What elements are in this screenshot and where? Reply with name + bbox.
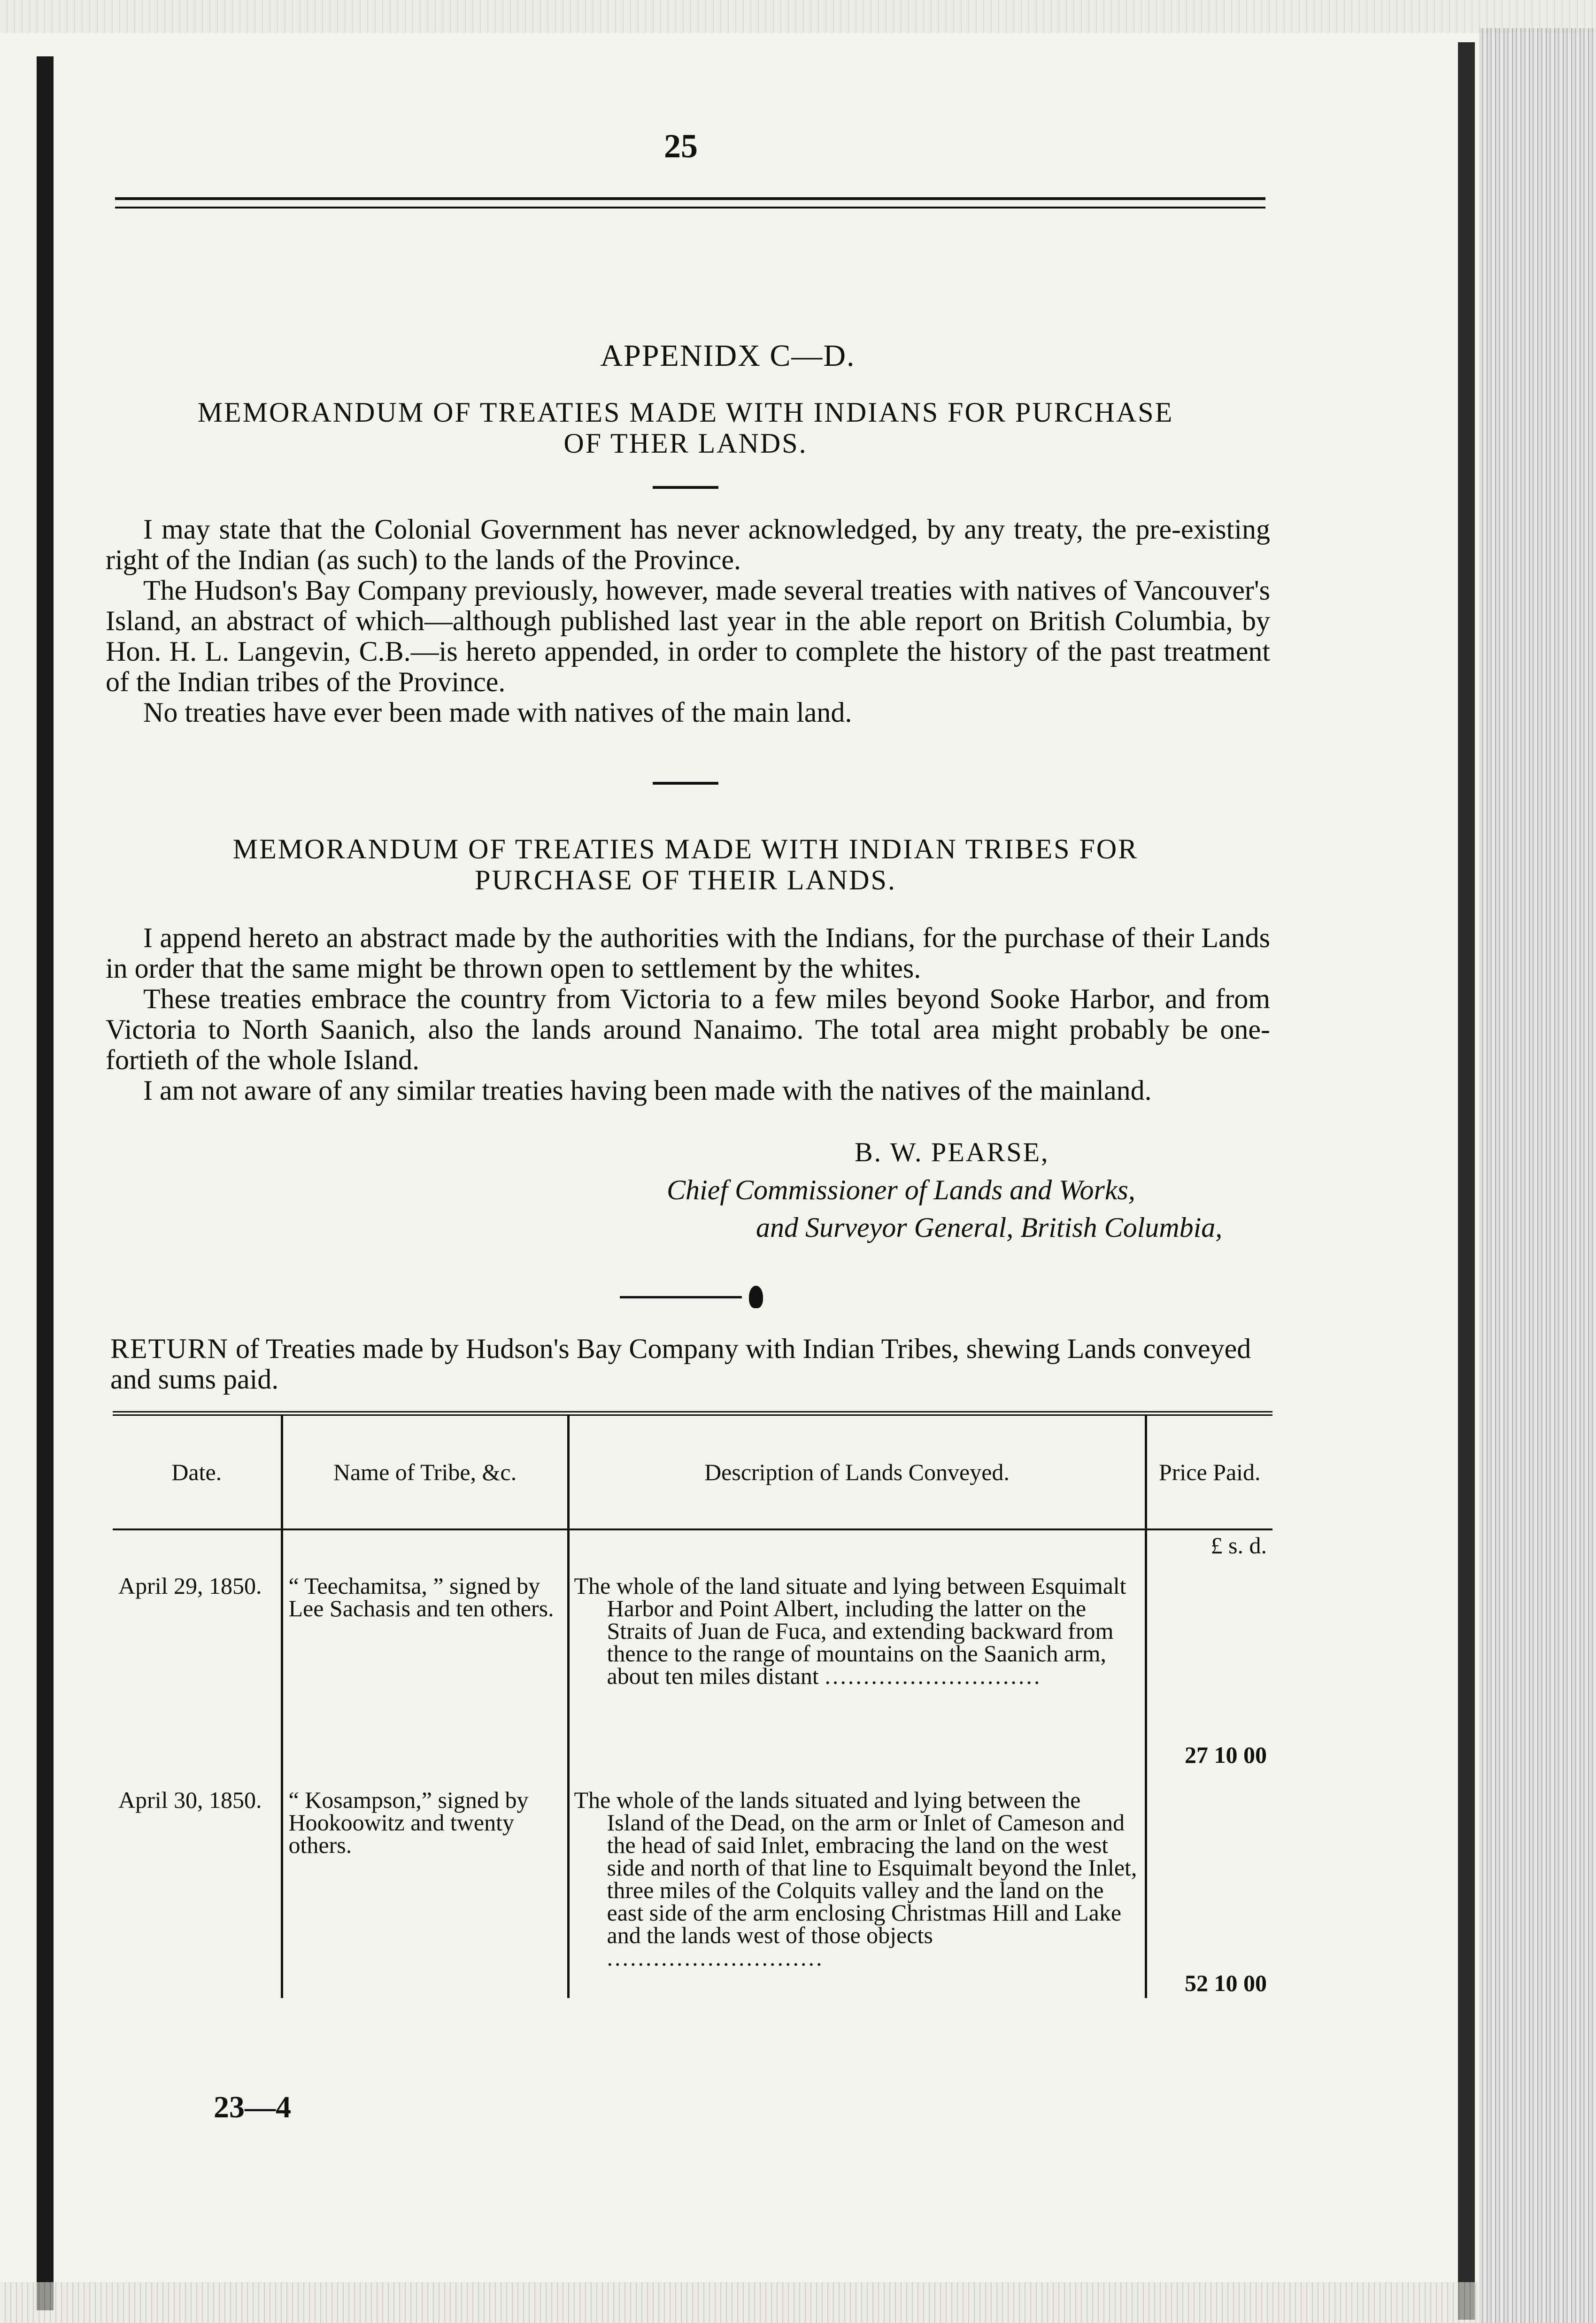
table-row	[113, 1571, 1272, 1770]
row-description	[568, 1770, 1146, 1998]
header-rule	[115, 197, 1265, 208]
table-row	[113, 1770, 1272, 1998]
page-number: 25	[664, 127, 698, 165]
row-date: April 29, 1850.	[118, 1573, 262, 1599]
appendix-heading-line2: OF THER LANDS.	[563, 428, 808, 459]
row-description	[568, 1571, 1146, 1770]
return-caption-lead: RETURN	[110, 1333, 229, 1364]
leader-dots: ............................	[607, 1945, 824, 1971]
appendix-paragraph-2: The Hudson's Bay Company previously, however, made several treaties with natives of Vancouver's Island, an abstract of which—although published last year in the able report on British Columbia, by Hon. H. L. Langevin, C.B.—is hereto appended, in order to complete the history of the past treatment of the Indian tribes of the Province.	[106, 575, 1270, 697]
memorandum-paragraph-2: These treaties embrace the country from Victoria to a few miles beyond Sooke Harbor, and from Victoria to North Saanich, also the lands around Nanaimo. The total area might probably be one-fortieth of the whole Island.	[106, 983, 1270, 1075]
row-price-cell	[1146, 1770, 1272, 1998]
appendix-paragraph-1: I may state that the Colonial Government has never acknowledged, by any treaty, the pre-existing right of the Indian (as such) to the lands of the Province.	[106, 514, 1270, 575]
row-tribe: “ Teechamitsa, ” signed by Lee Sachasis and ten others.	[282, 1571, 568, 1770]
signature-title-line2: and Surveyor General, British Columbia,	[756, 1212, 1223, 1243]
row-price: 52 10 00	[1185, 1970, 1267, 1996]
section-divider	[653, 782, 718, 785]
memorandum-heading-line1: MEMORANDUM OF TREATIES MADE WITH INDIAN TRIBES FOR	[232, 834, 1139, 864]
ornament-mark	[749, 1286, 763, 1308]
leader-dots: ............................	[825, 1663, 1042, 1689]
appendix-body	[106, 514, 1270, 728]
header-description: Description of Lands Conveyed.	[568, 1413, 1146, 1529]
memorandum-body	[106, 923, 1270, 1106]
signature-mark: 23—4	[214, 2090, 291, 2124]
section-divider	[653, 486, 718, 489]
header-tribe: Name of Tribe, &c.	[282, 1413, 568, 1529]
row-date: April 30, 1850.	[118, 1787, 262, 1813]
row-price-cell	[1146, 1571, 1272, 1770]
appendix-heading-line1: MEMORANDUM OF TREATIES MADE WITH INDIANS FOR PURCHASE	[197, 397, 1174, 428]
signature-name: B. W. PEARSE,	[855, 1137, 1049, 1167]
binding-edge-right	[1458, 42, 1475, 2320]
binding-edge-left	[37, 56, 54, 2310]
treaties-return-table	[113, 1411, 1272, 1998]
memorandum-paragraph-1: I append hereto an abstract made by the authorities with the Indians, for the purchase of their Lands in order that the same might be thrown open to settlement by the whites.	[106, 922, 1270, 984]
table-header-row	[113, 1413, 1272, 1529]
header-date: Date.	[113, 1413, 282, 1529]
appendix-paragraph-3: No treaties have ever been made with natives of the main land.	[143, 697, 852, 728]
signature-title-line1: Chief Commissioner of Lands and Works,	[667, 1174, 1135, 1205]
row-description-text: The whole of the land situate and lying between Esquimalt Harbor and Point Albert, including the latter on the Straits of Juan de Fuca, and extending backward from thence to the range of mountains on the Saanich arm, about ten miles distant	[574, 1573, 1126, 1689]
ornament-rule	[620, 1296, 742, 1298]
appendix-title: APPENIDX C—D.	[600, 339, 856, 373]
currency-row	[113, 1529, 1272, 1571]
page-stack-edge	[1479, 28, 1596, 2323]
row-tribe: “ Kosampson,” signed by Hookoowitz and twenty others.	[282, 1770, 568, 1998]
row-price: 27 10 00	[1185, 1742, 1267, 1768]
memorandum-heading-line2: PURCHASE OF THEIR LANDS.	[475, 864, 896, 895]
header-price: Price Paid.	[1146, 1413, 1272, 1529]
return-caption-text: of Treaties made by Hudson's Bay Company with Indian Tribes, shewing Lands conveyed and sums paid.	[110, 1333, 1251, 1395]
scan-edge-bottom	[0, 2282, 1479, 2323]
currency-units: £ s. d.	[1146, 1529, 1272, 1571]
memorandum-paragraph-3: I am not aware of any similar treaties having been made with the natives of the mainland.	[143, 1075, 1152, 1106]
row-description-text: The whole of the lands situated and lying between the Island of the Dead, on the arm or Inlet of Cameson and the head of said Inlet, embracing the land on the west side and north of that line to Esquimalt beyond the Inlet, three miles of the Colquits valley and the land on the east side of the arm enclosing Christmas Hill and Lake and the lands west of those objects	[574, 1787, 1137, 1948]
scan-edge-top	[0, 0, 1596, 33]
return-caption	[110, 1334, 1270, 1395]
